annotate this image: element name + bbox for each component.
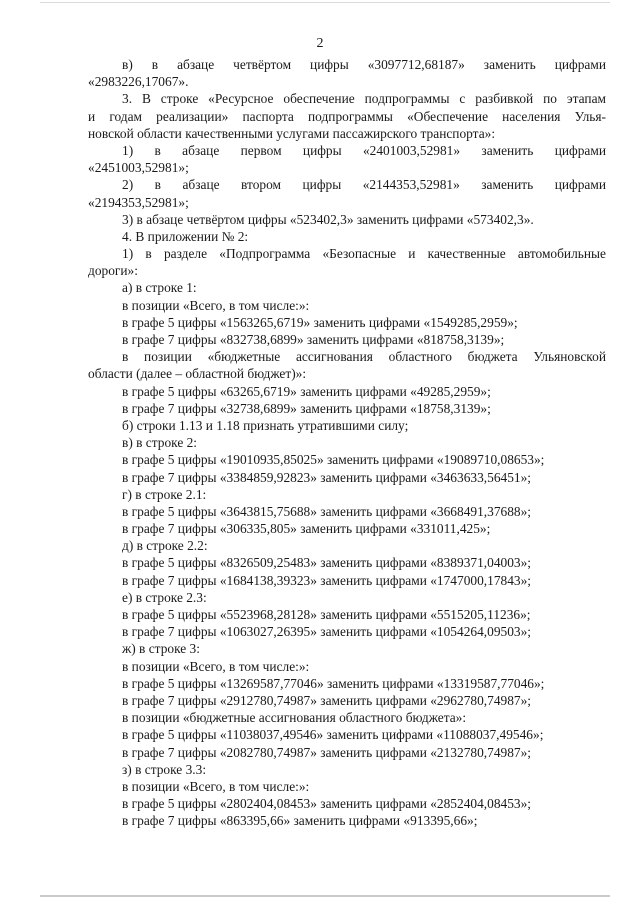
text-line: в графе 5 цифры «8326509,25483» заменить цифрами «8389371,04003»; bbox=[122, 555, 532, 571]
text-line: в графе 7 цифры «2082780,74987» заменить цифрами «2132780,74987»; bbox=[122, 744, 532, 760]
text-line: в) в абзаце четвёртом цифры «3097712,68187» заменить цифрами bbox=[122, 57, 606, 72]
text-line: 1) в абзаце первом цифры «2401003,52981» заменить цифрами bbox=[122, 142, 606, 158]
text-line: д) в строке 2.2: bbox=[122, 538, 208, 554]
text-line: г) в строке 2.1: bbox=[122, 486, 207, 502]
text-line: в позиции «Всего, в том числе:»: bbox=[122, 778, 310, 794]
text-line: в графе 7 цифры «1063027,26395» заменить цифрами «1054264,09503»; bbox=[122, 624, 532, 640]
text-line: 4. В приложении № 2: bbox=[122, 228, 249, 244]
text-line: «2983226,17067». bbox=[88, 74, 189, 90]
text-line: 2) в абзаце втором цифры «2144353,52981» заменить цифрами bbox=[122, 177, 606, 193]
text-line: в графе 5 цифры «3643815,75688» заменить цифрами «3668491,37688»; bbox=[122, 503, 532, 519]
text-line: з) в строке 3.3: bbox=[122, 761, 207, 777]
text-line: в графе 5 цифры «19010935,85025» заменить цифрами «19089710,08653»; bbox=[122, 452, 545, 468]
text-line: в позиции «бюджетные ассигнования областного бюджета Ульяновской bbox=[122, 349, 606, 365]
text-line: области (далее – областной бюджет)»: bbox=[88, 366, 307, 382]
text-line: в графе 7 цифры «306335,805» заменить цифрами «331011,425»; bbox=[122, 521, 491, 537]
text-line: в позиции «Всего, в том числе:»: bbox=[122, 297, 310, 313]
text-line: в графе 5 цифры «5523968,28128» заменить цифрами «5515205,11236»; bbox=[122, 607, 531, 622]
text-line: е) в строке 2.3: bbox=[122, 589, 207, 605]
text-line: в графе 7 цифры «32738,6899» заменить цифрами «18758,3139»; bbox=[122, 400, 491, 416]
text-line: а) в строке 1: bbox=[122, 280, 197, 296]
text-line: в графе 7 цифры «1684138,39323» заменить цифрами «1747000,17843»; bbox=[122, 572, 532, 588]
text-line: 3. В строке «Ресурсное обеспечение подпрограммы с разбивкой по этапам bbox=[122, 91, 606, 107]
page-number: 2 bbox=[316, 36, 324, 51]
text-line: 3) в абзаце четвёртом цифры «523402,3» заменить цифрами «573402,3». bbox=[122, 211, 534, 227]
text-line: в графе 5 цифры «11038037,49546» заменить цифрами «11088037,49546»; bbox=[122, 727, 544, 743]
text-line: в графе 5 цифры «2802404,08453» заменить цифрами «2852404,08453»; bbox=[122, 796, 532, 812]
text-line: в графе 7 цифры «2912780,74987» заменить цифрами «2962780,74987»; bbox=[122, 692, 532, 708]
text-line: ж) в строке 3: bbox=[122, 641, 200, 657]
text-line: и годам реализации» паспорта подпрограммы «Обеспечение населения Улья- bbox=[88, 108, 606, 124]
text-line: в графе 5 цифры «1563265,6719» заменить цифрами «1549285,2959»; bbox=[122, 314, 518, 330]
scan-edge-top bbox=[40, 2, 610, 3]
text-line: новской области качественными услугами пассажирского транспорта»: bbox=[88, 125, 496, 141]
text-line: «2194353,52981»; bbox=[88, 194, 189, 210]
text-line: в графе 7 цифры «832738,6899» заменить цифрами «818758,3139»; bbox=[122, 332, 505, 347]
text-line: б) строки 1.13 и 1.18 признать утратившими силу; bbox=[122, 417, 409, 433]
text-line: дороги»: bbox=[88, 263, 138, 279]
scan-edge-bottom bbox=[40, 895, 610, 897]
text-line: в графе 5 цифры «63265,6719» заменить цифрами «49285,2959»; bbox=[122, 383, 491, 399]
text-line: в графе 5 цифры «13269587,77046» заменить цифрами «13319587,77046»; bbox=[122, 675, 545, 691]
text-line: в) в строке 2: bbox=[122, 435, 198, 451]
text-line: 1) в разделе «Подпрограмма «Безопасные и качественные автомобильные bbox=[122, 246, 606, 262]
text-line: в позиции «бюджетные ассигнования областного бюджета»: bbox=[122, 710, 467, 726]
document-body bbox=[88, 56, 606, 829]
text-line: «2451003,52981»; bbox=[88, 160, 189, 176]
text-line: в графе 7 цифры «3384859,92823» заменить цифрами «3463633,56451»; bbox=[122, 469, 532, 485]
text-line: в графе 7 цифры «863395,66» заменить цифрами «913395,66»; bbox=[122, 813, 478, 829]
text-line: в позиции «Всего, в том числе:»: bbox=[122, 658, 310, 674]
